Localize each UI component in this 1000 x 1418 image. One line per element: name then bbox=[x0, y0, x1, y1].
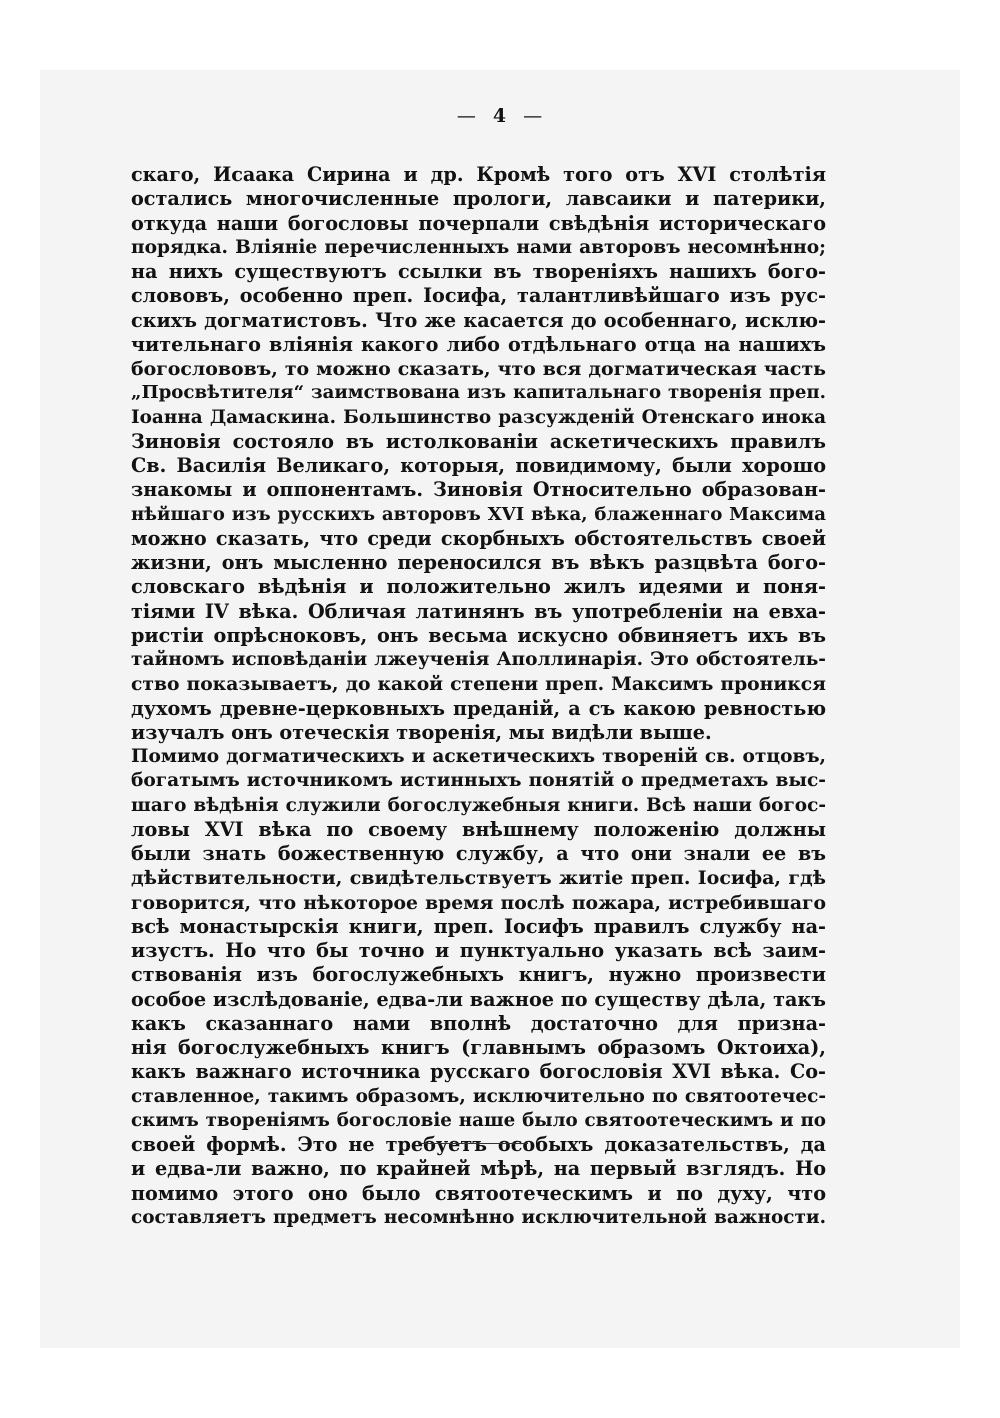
text-line: Св. Василія Великаго, которыя, повидимому, были хорошо bbox=[131, 454, 826, 477]
text-line: слововъ, особенно преп. Іосифа, талантливѣйшаго изъ рус- bbox=[131, 284, 826, 308]
paragraph-1 bbox=[131, 163, 826, 745]
text-line: нѣйшаго изъ русскихъ авторовъ XVI вѣка, блаженнаго Максима bbox=[131, 503, 826, 525]
text-line: тіями IV вѣка. Обличая латинянъ въ употребленіи на евха- bbox=[131, 599, 826, 623]
text-line: скаго, Исаака Сирина и др. Кромѣ того отъ XVI столѣтія bbox=[131, 163, 826, 186]
text-line: Іоанна Дамаскина. Большинство разсужденій Отенскаго инока bbox=[131, 406, 826, 428]
paragraph-2 bbox=[131, 745, 826, 1230]
text-line: изустъ. Но что бы точно и пунктуально указать всѣ заим- bbox=[131, 939, 826, 962]
text-line: нія богослужебныхъ книгъ (главнымъ образомъ Октоиха), bbox=[131, 1036, 826, 1059]
text-line: были знать божественную службу, а что они знали ее въ bbox=[131, 842, 826, 865]
text-line: знакомы и оппонентамъ. Зиновія Относительно образован- bbox=[131, 478, 826, 502]
text-line: составляетъ предметъ несомнѣнно исключительной важности. bbox=[131, 1206, 826, 1228]
text-line: скимъ твореніямъ богословіе наше было святоотеческимъ и по bbox=[131, 1109, 826, 1131]
page-number-dash-left: — bbox=[456, 105, 477, 127]
body-text bbox=[131, 163, 826, 1230]
text-line: скихъ догматистовъ. Что же касается до особеннаго, исклю- bbox=[131, 308, 826, 332]
text-line: какъ сказаннаго нами вполнѣ достаточно для призна- bbox=[131, 1011, 826, 1035]
text-line: словскаго вѣдѣнія и положительно жилъ идеями и поня- bbox=[131, 575, 826, 599]
text-line: ристіи опрѣсноковъ, онъ весьма искусно обвиняетъ ихъ въ bbox=[131, 623, 826, 647]
page-number-value: 4 bbox=[492, 105, 508, 127]
text-line: ствованія изъ богослужебныхъ книгъ, нужно произвести bbox=[131, 963, 826, 987]
text-line: можно сказать, что среди скорбныхъ обстоятельствъ своей bbox=[131, 526, 826, 550]
text-line: духомъ древне-церковныхъ преданій, а съ какою ревностью bbox=[131, 696, 826, 720]
text-line: ставленное, такимъ образомъ, исключительно по святоотечес- bbox=[131, 1085, 826, 1107]
text-line: и едва-ли важно, по крайней мѣрѣ, на первый взглядъ. Но bbox=[131, 1157, 826, 1181]
text-line: на нихъ существуютъ ссылки въ твореніяхъ нашихъ бого- bbox=[131, 260, 826, 283]
page-number bbox=[0, 105, 1000, 127]
text-line: помимо этого оно было святоотеческимъ и по духу, что bbox=[131, 1181, 826, 1205]
text-line: тайномъ исповѣданіи лжеученія Аполлинарія. Это обстоятель- bbox=[131, 649, 826, 670]
text-line: жизни, онъ мысленно переносился въ вѣкъ разцвѣта бого- bbox=[131, 551, 826, 574]
text-line: ство показываетъ, до какой степени преп. Максимъ проникся bbox=[131, 673, 826, 696]
text-line: какъ важнаго источника русскаго богословія XVI вѣка. Со- bbox=[131, 1060, 826, 1084]
text-line: Помимо догматическихъ и аскетическихъ твореній св. отцовъ, bbox=[131, 746, 826, 767]
text-line: чительнаго вліянія какого либо отдѣльнаго отца на нашихъ bbox=[131, 332, 826, 356]
text-line: „Просвѣтителя“ заимствована изъ капитальнаго творенія преп. bbox=[131, 382, 826, 404]
text-line: откуда наши богословы почерпали свѣдѣнія историческаго bbox=[131, 211, 826, 235]
text-line: богатымъ источникомъ истинныхъ понятій о предметахъ выс- bbox=[131, 770, 826, 792]
text-line: шаго вѣдѣнія служили богослужебныя книги. Всѣ наши богос- bbox=[131, 794, 826, 816]
text-line: остались многочисленные прологи, лавсаики и патерики, bbox=[131, 187, 826, 211]
text-line: своей формѣ. Это не требуетъ особыхъ доказательствъ, да bbox=[131, 1133, 826, 1156]
text-line: особое изслѣдованіе, едва-ли важное по существу дѣла, такъ bbox=[131, 987, 826, 1011]
text-line: дѣйствительности, свидѣтельствуетъ житіе преп. Іосифа, гдѣ bbox=[131, 867, 826, 890]
text-line: богослововъ, то можно сказать, что вся догматическая часть bbox=[131, 358, 826, 380]
text-line: порядка. Вліяніе перечисленныхъ нами авторовъ несомнѣнно; bbox=[131, 236, 826, 258]
text-line: ловы XVI вѣка по своему внѣшнему положенію должны bbox=[131, 817, 826, 841]
page-number-dash-right: — bbox=[523, 105, 544, 127]
text-line: Зиновія состояло въ истолкованіи аскетическихъ правилъ bbox=[131, 429, 826, 453]
text-line: изучалъ онъ отеческія творенія, мы видѣли выше. bbox=[131, 720, 712, 744]
text-line: всѣ монастырскія книги, преп. Іосифъ правилъ службу на- bbox=[131, 914, 826, 938]
text-line: говорится, что нѣкоторое время послѣ пожара, истребившаго bbox=[131, 891, 826, 914]
end-rule bbox=[418, 1143, 528, 1144]
